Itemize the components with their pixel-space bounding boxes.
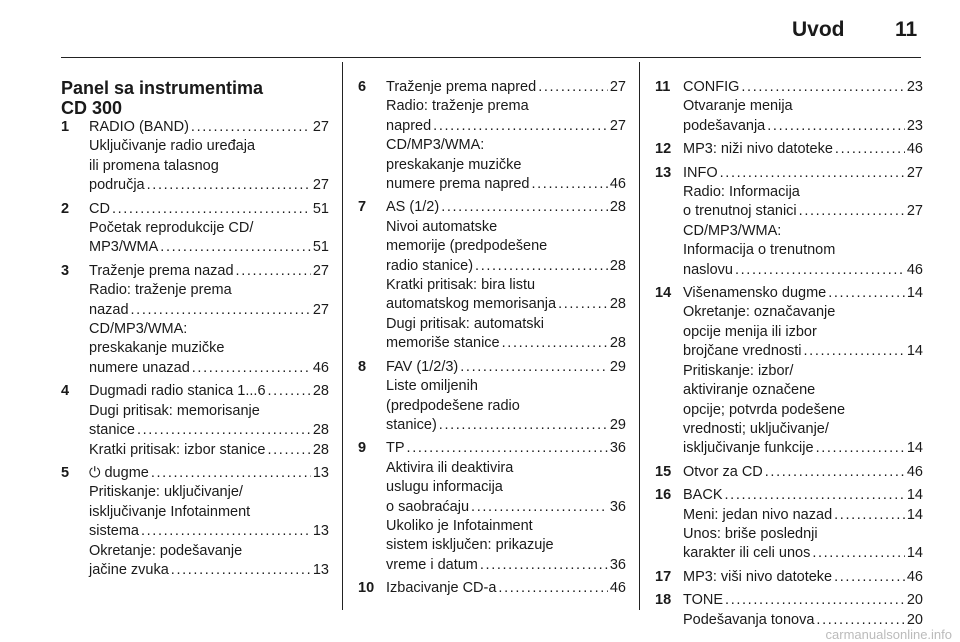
- dot-leader: [538, 78, 608, 97]
- entry-number: 9: [358, 440, 367, 457]
- dot-leader: [475, 257, 608, 276]
- page-reference[interactable]: 28: [609, 257, 626, 274]
- entry-line: [89, 281, 329, 300]
- page-reference[interactable]: 46: [906, 463, 923, 480]
- index-entry: [655, 486, 923, 564]
- index-entry: [655, 591, 923, 630]
- page-reference[interactable]: 36: [609, 498, 626, 515]
- dot-leader: [765, 463, 905, 482]
- page-reference[interactable]: 51: [312, 239, 329, 256]
- entry-line: [89, 320, 329, 339]
- entry-line-with-page[interactable]: [89, 301, 329, 320]
- entry-line-with-page[interactable]: [89, 359, 329, 378]
- page-reference[interactable]: 28: [609, 199, 626, 216]
- entry-line: [89, 219, 329, 238]
- entry-line-with-page[interactable]: [683, 463, 923, 482]
- dot-leader: [834, 568, 905, 587]
- column-2: [358, 78, 626, 599]
- index-entry: [358, 198, 626, 353]
- entry-text: TP: [386, 440, 405, 457]
- entry-line-with-page[interactable]: [89, 421, 329, 440]
- column-divider-2: [639, 62, 640, 610]
- dot-leader: [835, 140, 905, 159]
- entry-lines: [386, 439, 626, 575]
- entry-number: 8: [358, 358, 367, 375]
- entry-line-with-page[interactable]: [683, 506, 923, 525]
- entry-number: 2: [61, 200, 70, 217]
- entry-lines: [683, 591, 923, 630]
- entry-line: [386, 517, 626, 536]
- dot-leader: [804, 342, 905, 361]
- entry-text: RADIO (BAND): [89, 119, 189, 135]
- page-reference[interactable]: 14: [906, 285, 923, 302]
- entry-text: Kratki pritisak: izbor stanice: [89, 441, 266, 458]
- entry-line: [386, 377, 626, 396]
- entry-text: numere prema napred: [386, 176, 530, 193]
- entry-text: MP3/WMA: [89, 239, 159, 256]
- index-entry: [61, 118, 329, 196]
- dot-leader: [531, 175, 607, 194]
- entry-line: [386, 156, 626, 175]
- page-reference[interactable]: 27: [609, 79, 626, 95]
- entry-text: Višenamensko dugme: [683, 285, 827, 302]
- entry-number: 17: [655, 568, 672, 585]
- entry-text: stanice: [89, 422, 135, 439]
- entry-text: AS (1/2): [386, 199, 440, 216]
- entry-line-with-page[interactable]: [386, 439, 626, 458]
- entry-line-with-page[interactable]: [386, 78, 626, 97]
- entry-line-with-page[interactable]: [89, 382, 329, 401]
- dot-leader: [828, 284, 905, 303]
- entry-line: [89, 402, 329, 421]
- dot-leader: [131, 301, 311, 320]
- column-1: [61, 78, 329, 580]
- entry-number: 13: [655, 164, 672, 181]
- entry-text: sistem isključen: prikazuje: [386, 537, 554, 554]
- page-reference[interactable]: 28: [312, 441, 329, 458]
- entry-text: Radio: traženje prema: [89, 282, 232, 299]
- index-entry: [358, 579, 626, 598]
- entry-text: TONE: [683, 592, 724, 609]
- entry-text: nazad: [89, 301, 129, 318]
- entry-line-with-page[interactable]: [683, 591, 923, 610]
- entry-text: CONFIG: [683, 79, 740, 95]
- entry-line-with-page[interactable]: [386, 198, 626, 217]
- index-entry: [358, 78, 626, 194]
- index-entry: [655, 164, 923, 280]
- entry-text: BACK: [683, 487, 723, 504]
- entry-text: Nivoi automatske: [386, 218, 498, 235]
- entry-number: 11: [655, 79, 671, 95]
- entry-line-with-page[interactable]: [386, 556, 626, 575]
- entry-line-with-page[interactable]: [386, 334, 626, 353]
- entry-text: Kratki pritisak: bira listu: [386, 277, 536, 294]
- entry-line-with-page[interactable]: [386, 295, 626, 314]
- entry-text: područja: [89, 177, 145, 194]
- entry-text: jačine zvuka: [89, 561, 169, 578]
- entry-line-with-page[interactable]: [386, 358, 626, 377]
- dot-leader: [171, 561, 311, 580]
- entry-text: INFO: [683, 164, 718, 181]
- entry-line: [386, 459, 626, 478]
- watermark: carmanualsonline.info: [825, 627, 952, 642]
- entry-lines: [89, 464, 329, 580]
- dot-leader: [191, 118, 311, 137]
- page-reference[interactable]: 13: [312, 523, 329, 540]
- entry-text: uslugu informacija: [386, 479, 503, 496]
- page-reference[interactable]: 20: [906, 592, 923, 609]
- entry-text: MP3: niži nivo datoteke: [683, 141, 833, 158]
- page-number: 11: [895, 18, 918, 41]
- dot-leader: [725, 591, 905, 610]
- entry-line-with-page[interactable]: [386, 416, 626, 435]
- dot-leader: [147, 176, 311, 195]
- entry-number: 4: [61, 383, 70, 400]
- entry-line-with-page[interactable]: [683, 544, 923, 563]
- page-reference[interactable]: 27: [609, 117, 626, 134]
- entry-number: 14: [655, 285, 672, 302]
- page-header-title: Uvod: [792, 18, 845, 41]
- dot-leader: [471, 498, 608, 517]
- entry-text: Aktivira ili deaktivira: [386, 459, 514, 476]
- entry-text: Početak reprodukcije CD/: [89, 220, 254, 237]
- entry-line-with-page[interactable]: [386, 117, 626, 136]
- entry-line-with-page[interactable]: [89, 118, 329, 137]
- index-entry: [358, 358, 626, 436]
- entry-text: Unos: briše poslednji: [683, 525, 818, 542]
- entry-number: 1: [61, 119, 70, 135]
- entry-text: numere unazad: [89, 359, 190, 376]
- dot-leader: [151, 464, 311, 483]
- entry-lines: [683, 284, 923, 459]
- entry-text: Okretanje: podešavanje: [89, 542, 243, 559]
- entry-text: Traženje prema nazad: [89, 262, 234, 279]
- page-reference[interactable]: 13: [312, 561, 329, 578]
- dot-leader: [498, 579, 607, 598]
- entry-text: Meni: jedan nivo nazad: [683, 506, 833, 523]
- dot-leader: [112, 200, 311, 219]
- entry-text: Podešavanja tonova: [683, 611, 815, 628]
- dot-leader: [812, 544, 905, 563]
- page-reference[interactable]: 14: [906, 487, 923, 504]
- page-reference[interactable]: 27: [312, 177, 329, 194]
- entry-text: o trenutnoj stanici: [683, 203, 797, 220]
- entry-line: [683, 323, 923, 342]
- entry-line: [386, 97, 626, 116]
- index-entry: [655, 568, 923, 587]
- dot-leader: [720, 164, 905, 183]
- index-entry: [655, 140, 923, 159]
- entry-text: stanice): [386, 416, 437, 433]
- entry-line: [683, 381, 923, 400]
- entry-text: karakter ili celi unos: [683, 545, 811, 562]
- entry-lines: [683, 140, 923, 159]
- page-reference[interactable]: 14: [906, 545, 923, 562]
- dot-leader: [816, 439, 905, 458]
- page-reference[interactable]: 27: [906, 164, 923, 181]
- page-reference[interactable]: 27: [312, 119, 329, 135]
- entry-text: ⏻ dugme: [89, 464, 149, 481]
- entry-line: [683, 525, 923, 544]
- entry-text: isključivanje funkcije: [683, 440, 814, 457]
- index-entry: [655, 463, 923, 482]
- page-reference[interactable]: 14: [906, 343, 923, 360]
- entry-line-with-page[interactable]: [683, 342, 923, 361]
- entry-lines: [683, 568, 923, 587]
- entry-text: Traženje prema napred: [386, 79, 537, 95]
- entry-line: [89, 542, 329, 561]
- dot-leader: [502, 334, 608, 353]
- entry-text: Otvor za CD: [683, 463, 763, 480]
- dot-leader: [725, 486, 905, 505]
- entry-line: [386, 315, 626, 334]
- entry-text: Informacija o trenutnom: [683, 242, 836, 259]
- dot-leader: [441, 198, 608, 217]
- dot-leader: [799, 202, 905, 221]
- entry-text: Dugi pritisak: memorisanje: [89, 402, 260, 419]
- page-reference[interactable]: 28: [609, 335, 626, 352]
- page-reference[interactable]: 36: [609, 556, 626, 573]
- dot-leader: [267, 441, 310, 460]
- entry-text: opcije menija ili izbor: [683, 323, 817, 340]
- entry-text: sistema: [89, 523, 139, 540]
- entry-line: [683, 362, 923, 381]
- entry-line-with-page[interactable]: [89, 176, 329, 195]
- entry-line-with-page[interactable]: [386, 175, 626, 194]
- entry-number: 3: [61, 262, 70, 279]
- page-reference[interactable]: 46: [906, 141, 923, 158]
- page-reference[interactable]: 27: [312, 301, 329, 318]
- entry-number: 5: [61, 464, 70, 481]
- entry-text: FAV (1/2/3): [386, 358, 459, 375]
- entry-line-with-page[interactable]: [683, 568, 923, 587]
- page-reference[interactable]: 14: [906, 506, 923, 523]
- dot-leader: [439, 416, 608, 435]
- dot-leader: [236, 262, 311, 281]
- entry-line-with-page[interactable]: [386, 257, 626, 276]
- entry-line: [683, 420, 923, 439]
- entry-lines: [89, 262, 329, 378]
- entry-lines: [683, 164, 923, 280]
- entry-lines: [683, 78, 923, 136]
- entry-number: 7: [358, 199, 367, 216]
- page-reference[interactable]: 46: [906, 261, 923, 278]
- entry-line: [683, 303, 923, 322]
- dot-leader: [141, 522, 311, 541]
- page-reference[interactable]: 14: [906, 440, 923, 457]
- entry-text: opcije; potvrda podešene: [683, 401, 846, 418]
- entry-text: CD: [89, 200, 110, 217]
- entry-text: napred: [386, 117, 432, 134]
- entry-line: [386, 218, 626, 237]
- entry-text: Pritiskanje: izbor/: [683, 362, 794, 379]
- entry-number: 10: [358, 580, 375, 597]
- entry-line-with-page[interactable]: [89, 561, 329, 580]
- dot-leader: [741, 78, 904, 97]
- entry-line: [89, 157, 329, 176]
- entry-line-with-page[interactable]: [89, 464, 329, 483]
- entry-lines: [386, 358, 626, 436]
- entry-text: Izbacivanje CD-a: [386, 580, 497, 597]
- page-reference[interactable]: 23: [906, 117, 923, 134]
- dot-leader: [735, 261, 905, 280]
- entry-text: Dugmadi radio stanica 1...6: [89, 383, 266, 400]
- entry-line: [683, 401, 923, 420]
- entry-line: [683, 241, 923, 260]
- entry-line-with-page[interactable]: [683, 261, 923, 280]
- page-reference[interactable]: 20: [906, 611, 923, 628]
- entry-text: o saobraćaju: [386, 498, 470, 515]
- entry-line: [89, 483, 329, 502]
- entry-text: Uključivanje radio uređaja: [89, 138, 256, 155]
- entry-text: vreme i datum: [386, 556, 478, 573]
- entry-lines: [89, 200, 329, 258]
- entry-line: [386, 136, 626, 155]
- entry-text: isključivanje Infotainment: [89, 503, 251, 520]
- entry-number: 6: [358, 79, 367, 95]
- entry-line-with-page[interactable]: [386, 579, 626, 598]
- dot-leader: [407, 439, 608, 458]
- entry-line: [386, 478, 626, 497]
- entry-line-with-page[interactable]: [683, 117, 923, 136]
- entry-lines: [89, 118, 329, 196]
- entry-lines: [386, 198, 626, 353]
- dot-leader: [767, 117, 905, 136]
- entry-lines: [386, 78, 626, 194]
- page-reference[interactable]: 51: [312, 200, 329, 217]
- page-reference[interactable]: 46: [312, 359, 329, 376]
- entry-line: [89, 339, 329, 358]
- entry-line: [683, 183, 923, 202]
- page-reference[interactable]: 27: [906, 203, 923, 220]
- dot-leader: [137, 421, 311, 440]
- entry-line: [683, 222, 923, 241]
- entry-text: memorije (predpodešene: [386, 238, 548, 255]
- entry-text: podešavanja: [683, 117, 766, 134]
- entry-line-with-page[interactable]: [683, 439, 923, 458]
- index-entry: [61, 382, 329, 460]
- entry-line: [386, 237, 626, 256]
- entry-text: CD/MP3/WMA:: [683, 222, 782, 239]
- page-reference[interactable]: 28: [312, 422, 329, 439]
- page-reference[interactable]: 27: [312, 262, 329, 279]
- entry-lines: [386, 579, 626, 598]
- section-heading: CD 300: [61, 98, 123, 118]
- entry-line: [89, 503, 329, 522]
- entry-text: aktiviranje označene: [683, 382, 816, 399]
- section-heading: Panel sa instrumentima: [61, 78, 264, 98]
- entry-text: Ukoliko je Infotainment: [386, 517, 533, 534]
- entry-text: radio stanice): [386, 257, 474, 274]
- column-divider-1: [342, 62, 343, 610]
- index-entry: [61, 200, 329, 258]
- page-reference[interactable]: 23: [906, 79, 923, 95]
- page-reference[interactable]: 13: [312, 464, 329, 481]
- column-3: [655, 78, 923, 630]
- header-rule: [61, 57, 921, 58]
- entry-text: preskakanje muzičke: [386, 156, 522, 173]
- entry-line-with-page[interactable]: [683, 486, 923, 505]
- entry-text: automatskog memorisanja: [386, 296, 557, 313]
- entry-line: [683, 97, 923, 116]
- entry-text: vrednosti; uključivanje/: [683, 420, 829, 437]
- index-entry: [655, 78, 923, 136]
- entry-line: [386, 536, 626, 555]
- entry-line: [89, 137, 329, 156]
- entry-text: Otvaranje menija: [683, 98, 793, 115]
- page-reference[interactable]: 28: [609, 296, 626, 313]
- entry-line-with-page[interactable]: [89, 441, 329, 460]
- entry-text: Pritiskanje: uključivanje/: [89, 484, 243, 501]
- entry-text: Radio: traženje prema: [386, 98, 529, 115]
- index-entry: [358, 439, 626, 575]
- dot-leader: [268, 382, 311, 401]
- entry-text: Liste omiljenih: [386, 378, 478, 395]
- entry-text: CD/MP3/WMA:: [89, 321, 188, 338]
- entry-text: preskakanje muzičke: [89, 340, 225, 357]
- page-reference[interactable]: 29: [609, 416, 626, 433]
- entry-text: MP3: viši nivo datoteke: [683, 568, 833, 585]
- index-entry: [61, 464, 329, 580]
- entry-text: (predpodešene radio: [386, 397, 520, 414]
- entry-line-with-page[interactable]: [89, 522, 329, 541]
- entry-line-with-page[interactable]: [683, 202, 923, 221]
- entry-number: 12: [655, 141, 672, 158]
- entry-line-with-page[interactable]: [683, 78, 923, 97]
- entry-line-with-page[interactable]: [683, 140, 923, 159]
- index-entry: [61, 262, 329, 378]
- dot-leader: [834, 506, 905, 525]
- entry-number: 18: [655, 592, 672, 609]
- entry-line: [386, 397, 626, 416]
- dot-leader: [433, 117, 608, 136]
- entry-text: CD/MP3/WMA:: [386, 137, 485, 154]
- dot-leader: [460, 358, 608, 377]
- entry-line-with-page[interactable]: [89, 200, 329, 219]
- page-reference[interactable]: 29: [609, 358, 626, 375]
- entry-text: ili promena talasnog: [89, 157, 219, 174]
- entry-line: [386, 276, 626, 295]
- entry-line-with-page[interactable]: [89, 238, 329, 257]
- dot-leader: [480, 556, 608, 575]
- dot-leader: [192, 359, 311, 378]
- entry-lines: [683, 463, 923, 482]
- entry-line-with-page[interactable]: [386, 498, 626, 517]
- page-reference[interactable]: 46: [609, 176, 626, 193]
- page-reference[interactable]: 46: [906, 568, 923, 585]
- entry-text: memoriše stanice: [386, 335, 500, 352]
- entry-text: naslovu: [683, 261, 733, 278]
- entry-line-with-page[interactable]: [683, 164, 923, 183]
- page-reference[interactable]: 28: [312, 383, 329, 400]
- entry-line-with-page[interactable]: [89, 262, 329, 281]
- entry-lines: [683, 486, 923, 564]
- dot-leader: [558, 295, 608, 314]
- dot-leader: [160, 238, 311, 257]
- entry-number: 16: [655, 487, 672, 504]
- index-entry: [655, 284, 923, 459]
- entry-text: Radio: Informacija: [683, 184, 800, 201]
- entry-number: 15: [655, 463, 672, 480]
- entry-text: Okretanje: označavanje: [683, 304, 836, 321]
- page-reference[interactable]: 46: [609, 580, 626, 597]
- entry-lines: [89, 382, 329, 460]
- entry-text: Dugi pritisak: automatski: [386, 315, 544, 332]
- entry-text: brojčane vrednosti: [683, 343, 802, 360]
- entry-line-with-page[interactable]: [683, 284, 923, 303]
- page-reference[interactable]: 36: [609, 440, 626, 457]
